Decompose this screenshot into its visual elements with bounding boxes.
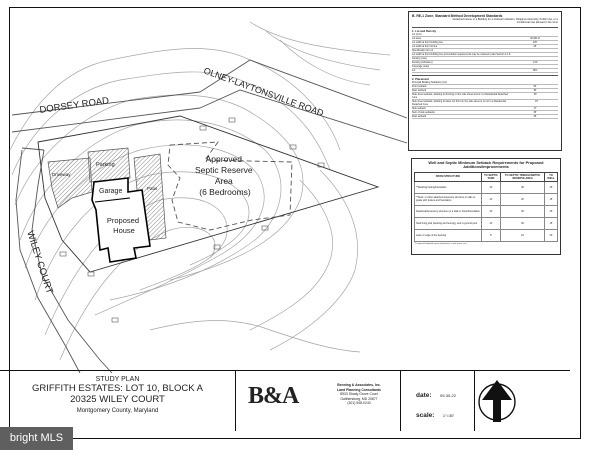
road-label-wiley: WILEY COURT xyxy=(24,229,55,296)
setback-header: TO SEPTIC TANK xyxy=(481,172,500,181)
dev-standard-value: 15% xyxy=(532,68,538,72)
dev-standard-key: Coverage (max) xyxy=(412,64,430,68)
study-plan-label: STUDY PLAN xyxy=(95,376,140,383)
north-arrow-icon xyxy=(477,378,517,426)
setback-header: TO WELL xyxy=(545,172,558,181)
dev-standards-title: B. RE-1 Zone, Standard Method Development Standards xyxy=(412,14,503,18)
dev-section-heading: 1. Lot and Density xyxy=(412,27,558,33)
dev-standard-value xyxy=(512,65,558,68)
driveway xyxy=(48,158,92,208)
property-address: 20325 WILEY COURT xyxy=(70,394,165,405)
setback-structure-cell: Detached/Accessory structure on a slab or footer/foundation xyxy=(415,205,482,217)
firm-name: Benning & Associates, Inc. xyxy=(337,383,381,387)
scale-label: scale: xyxy=(416,412,435,419)
date-value: 09-30-22 xyxy=(439,393,456,398)
setback-row xyxy=(415,193,558,205)
setback-row xyxy=(415,181,558,193)
dev-standard-row xyxy=(412,115,558,119)
development-standards-table xyxy=(408,11,562,151)
dev-standard-key: Lot width at front lot line xyxy=(412,44,438,48)
setback-row xyxy=(415,229,558,241)
setback-distance-cell: 20' xyxy=(501,193,545,205)
dev-section-heading: 2. Placement xyxy=(412,75,558,81)
dev-standard-key: Sum of side setbacks xyxy=(412,110,435,114)
road-label-dorsey: DORSEY ROAD xyxy=(38,95,110,116)
dev-standard-value: 35' xyxy=(533,110,537,114)
setback-distance-cell: 15' xyxy=(545,181,558,193)
proposed-house-label: Proposed House xyxy=(106,216,140,235)
dev-standard-key: Density (max) xyxy=(412,56,427,60)
dev-standard-value: 25' xyxy=(533,44,537,48)
dev-standard-value: 1.09 xyxy=(532,60,538,64)
dev-standard-value xyxy=(512,49,558,52)
setback-distance-cell: 10' xyxy=(481,205,500,217)
dev-standard-key: Lot area xyxy=(412,36,421,40)
setback-distance-cell: 10' xyxy=(501,229,545,241)
setback-row xyxy=(415,217,558,229)
setback-distance-cell: 15' xyxy=(545,193,558,205)
dev-standard-key: Side street setback, abutting lot does not front on the side street or is not in a Residential Detached zone xyxy=(412,99,506,106)
dev-standard-value xyxy=(512,53,558,56)
dev-standard-value: 15' xyxy=(534,99,539,103)
dev-standard-row xyxy=(412,100,558,107)
dev-standard-value: 50' xyxy=(533,92,537,96)
dev-standard-value xyxy=(512,33,558,36)
setback-row xyxy=(415,205,558,217)
dev-standard-key: Side setback xyxy=(412,106,426,110)
date-scale-cell xyxy=(401,371,475,431)
dev-standard-key: Lot width at front building line xyxy=(412,40,443,44)
scale-value: 1"=30' xyxy=(442,413,455,418)
dev-standard-key: Specification for Lot xyxy=(412,48,433,52)
firm-tagline: Land Planning Consultants xyxy=(337,387,381,392)
setback-table-title: Well and Septic Minimum Setback Requirements for Proposed Additions/Improvements xyxy=(428,160,544,170)
firm-city: Gaithersburg, MD 20877 xyxy=(340,396,378,401)
county-state: Montgomery County, Maryland xyxy=(76,408,159,414)
dev-standard-key: Lot xyxy=(412,68,416,72)
north-arrow-cell xyxy=(475,371,570,431)
mls-watermark: bright MLS xyxy=(0,427,73,450)
dev-standard-key: Side street setback, abutting lot fronting on the side street and is in a Residential Detached zone xyxy=(412,92,508,99)
dev-standard-key: Lot (min) xyxy=(412,32,422,36)
dev-standards-column-head: Detached House or a Building for a Cultural Institution, Religious Assembly, Public Use, or a Conditional Use allowed in the zone xyxy=(452,18,558,24)
dev-standard-key: Front setback xyxy=(412,84,427,88)
setback-distance-cell: 30' xyxy=(501,217,545,229)
setback-distance-cell: 10' xyxy=(481,181,500,193)
date-label: date: xyxy=(416,392,432,399)
dev-standard-value: 17' xyxy=(533,106,537,110)
firm-phone: (301) 948-0240 xyxy=(347,401,371,405)
dev-standard-key: Rear setback xyxy=(412,114,427,118)
setback-distance-cell: 15' xyxy=(545,217,558,229)
setback-distance-cell: 20' xyxy=(501,205,545,217)
setback-footnote: **Proposed habitable space (basement, crawl space, etc.) xyxy=(414,242,468,245)
dev-standard-row xyxy=(412,69,558,73)
dev-standard-value: 50' xyxy=(533,84,537,88)
driveway-label: Driveway xyxy=(52,172,71,177)
setback-structure-cell: Lawn or edge of the decking xyxy=(415,229,482,241)
setback-distance-cell: 30' xyxy=(501,181,545,193)
road-label-olney: OLNEY-LAYTONSVILLE ROAD xyxy=(202,65,325,119)
setback-distance-cell: 15' xyxy=(545,205,558,217)
dev-standard-value xyxy=(512,57,558,60)
dev-standard-value xyxy=(512,81,558,84)
subdivision-lot-title: GRIFFITH ESTATES: LOT 10, BLOCK A xyxy=(31,383,204,394)
firm-cell xyxy=(236,371,401,431)
well-septic-setback-table xyxy=(411,158,561,255)
title-block xyxy=(0,370,570,431)
setback-distance-cell: 10' xyxy=(545,229,558,241)
dev-standard-value: 40,000 sf xyxy=(530,36,540,40)
firm-logo: B&A xyxy=(248,383,299,409)
setback-structure-cell: Swimming pool (decking and fencing), and in-ground pool xyxy=(415,217,482,229)
dev-standard-key: Principal Building Setbacks (min) xyxy=(412,80,447,84)
dev-standard-key: Density (units/acre) xyxy=(412,60,433,64)
setback-header: FROM STRUCTURE xyxy=(415,172,482,181)
dev-standard-key: Rear setback xyxy=(412,88,427,92)
setback-distance-cell: 10' xyxy=(481,217,500,229)
patio-label: Patio xyxy=(147,186,158,191)
septic-area-label: Approved Septic Reserve Area (6 Bedrooms) xyxy=(194,154,253,197)
firm-street: 8933 Shady Grove Court xyxy=(340,392,378,396)
dev-standard-value: 35' xyxy=(533,88,537,92)
setback-structure-cell: **Deck, or other attached accessory structure or slab on grade with footers and foundation xyxy=(415,193,482,205)
dev-standard-row xyxy=(412,93,558,100)
setback-distance-cell: 10' xyxy=(481,193,500,205)
parking-label: Parking xyxy=(96,162,115,168)
garage-label: Garage xyxy=(99,188,123,195)
dev-standard-key: Lot width at front building line and setback requirements may be reduced under Section 4.4.6 xyxy=(412,52,511,56)
dev-standard-value: 125' xyxy=(532,40,538,44)
setback-structure-cell: **Dwelling footing/foundation xyxy=(415,181,482,193)
dev-standard-value: 35' xyxy=(533,114,537,118)
setback-header: TO SEPTIC TRENCH/SEPTIC RESERVE AREA xyxy=(501,172,545,181)
firm-info xyxy=(324,383,394,406)
setback-distance-cell: 5' xyxy=(481,229,500,241)
study-plan-cell xyxy=(0,371,236,431)
